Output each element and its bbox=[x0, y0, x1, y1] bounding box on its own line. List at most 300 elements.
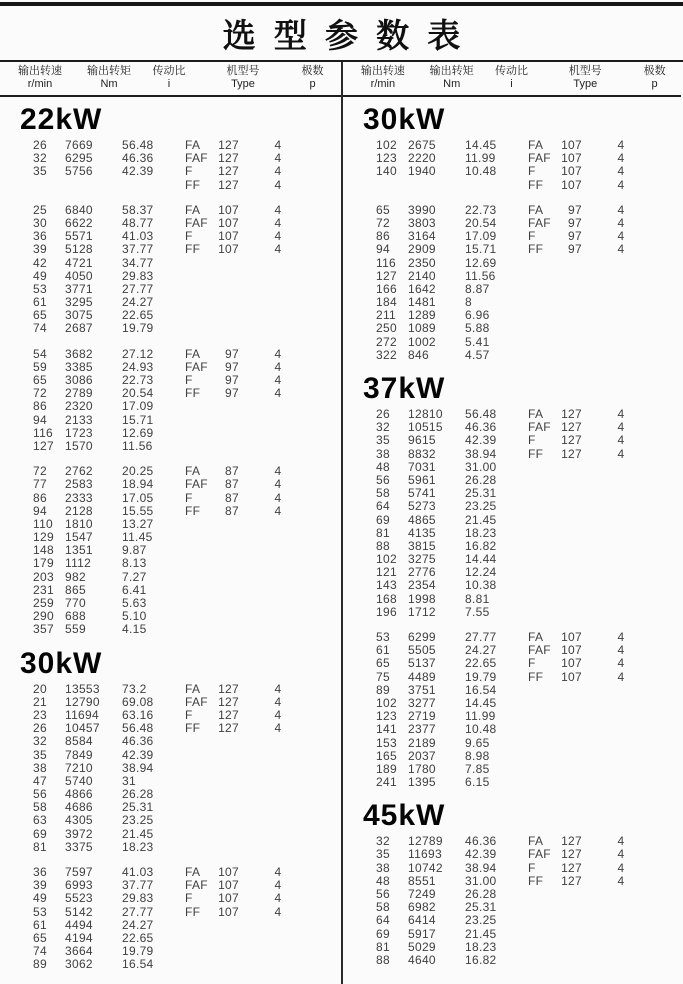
model-type-cell bbox=[528, 657, 596, 670]
model-type-cell bbox=[528, 875, 596, 888]
model-type-cell bbox=[185, 440, 253, 453]
model-type-prefix: FA bbox=[185, 346, 201, 361]
poles-cell bbox=[253, 571, 303, 584]
ratio-cell: 38.94 bbox=[122, 760, 154, 775]
model-type-size: 87 bbox=[225, 477, 239, 492]
output-speed-cell: 211 bbox=[376, 308, 397, 323]
ratio-cell: 12.69 bbox=[122, 425, 154, 440]
model-type-size: 127 bbox=[561, 834, 582, 849]
ratio-cell: 48.77 bbox=[122, 215, 154, 230]
table-row bbox=[343, 657, 681, 670]
poles-cell: 4 bbox=[274, 503, 282, 518]
poles-cell bbox=[253, 440, 303, 453]
ratio-cell: 10.48 bbox=[465, 164, 497, 179]
ratio-cell: 22.65 bbox=[122, 308, 154, 323]
table-row bbox=[0, 722, 341, 735]
poles-cell bbox=[596, 336, 646, 349]
model-type-prefix: F bbox=[185, 373, 193, 387]
model-type-cell bbox=[185, 531, 253, 544]
model-type-prefix: FF bbox=[528, 177, 544, 192]
column-header-unit: Nm bbox=[443, 78, 461, 90]
model-type-prefix: F bbox=[528, 229, 536, 244]
column-header-name: 输出转矩 bbox=[429, 65, 474, 77]
output-torque-cell: 2687 bbox=[65, 321, 93, 336]
output-torque-cell: 2128 bbox=[65, 503, 93, 518]
column-header-2 bbox=[138, 65, 200, 91]
output-speed-cell: 65 bbox=[376, 202, 390, 217]
power-section-heading: 37kW bbox=[363, 372, 446, 405]
ratio-cell: 7.55 bbox=[465, 604, 490, 619]
model-type-prefix: F bbox=[528, 433, 536, 448]
output-torque-cell: 4494 bbox=[65, 917, 93, 932]
output-torque-cell: 12810 bbox=[408, 407, 443, 421]
output-speed-cell: 74 bbox=[33, 944, 47, 959]
poles-cell: 4 bbox=[617, 643, 625, 658]
model-type-cell bbox=[528, 888, 596, 901]
ratio-block bbox=[0, 348, 341, 454]
output-speed-cell: 88 bbox=[376, 538, 390, 553]
model-type-prefix: FA bbox=[185, 464, 201, 479]
ratio-cell: 14.45 bbox=[465, 138, 497, 152]
output-torque-cell: 2909 bbox=[408, 242, 436, 257]
output-torque-cell: 3062 bbox=[65, 957, 93, 972]
table-row bbox=[0, 374, 341, 387]
model-type-cell bbox=[528, 434, 596, 447]
output-speed-cell: 48 bbox=[376, 873, 390, 888]
model-type-size: 107 bbox=[218, 202, 239, 217]
output-torque-cell: 6295 bbox=[65, 151, 93, 166]
poles-cell bbox=[253, 958, 303, 971]
model-type-prefix: FA bbox=[185, 138, 201, 152]
output-speed-cell: 250 bbox=[376, 321, 397, 336]
ratio-cell: 38.94 bbox=[465, 446, 497, 461]
poles-cell: 4 bbox=[617, 229, 625, 244]
poles-cell: 4 bbox=[617, 151, 625, 166]
model-type-size: 97 bbox=[225, 359, 239, 374]
model-type-prefix: FAF bbox=[185, 215, 208, 230]
output-torque-cell: 2320 bbox=[65, 399, 93, 414]
output-torque-cell: 5741 bbox=[408, 486, 436, 501]
column-header-0 bbox=[343, 65, 423, 91]
table-row bbox=[0, 322, 341, 335]
poles-cell bbox=[596, 349, 646, 362]
poles-cell bbox=[253, 400, 303, 413]
output-torque-cell: 846 bbox=[408, 347, 429, 362]
model-type-cell bbox=[185, 597, 253, 610]
model-type-cell bbox=[185, 243, 253, 256]
model-type-cell bbox=[528, 553, 596, 566]
output-torque-cell: 1002 bbox=[408, 334, 436, 349]
poles-cell: 4 bbox=[274, 681, 282, 696]
ratio-cell: 58.37 bbox=[122, 202, 154, 217]
output-torque-cell: 3815 bbox=[408, 538, 436, 553]
output-torque-cell: 2675 bbox=[408, 138, 436, 152]
column-header-unit: Type bbox=[573, 78, 598, 90]
output-torque-cell: 2133 bbox=[65, 412, 93, 427]
output-torque-cell: 6414 bbox=[408, 913, 436, 928]
poles-cell bbox=[253, 932, 303, 945]
poles-cell: 4 bbox=[617, 138, 625, 152]
output-torque-cell: 10742 bbox=[408, 860, 443, 875]
power-section-heading: 45kW bbox=[363, 799, 446, 833]
output-torque-cell: 1395 bbox=[408, 775, 436, 790]
output-speed-cell: 357 bbox=[33, 622, 54, 637]
table-row bbox=[0, 179, 341, 192]
output-speed-cell: 64 bbox=[376, 913, 390, 928]
ratio-cell: 26.28 bbox=[122, 787, 154, 802]
poles-cell: 4 bbox=[274, 242, 282, 257]
model-type-prefix: FF bbox=[185, 721, 201, 736]
poles-cell: 4 bbox=[274, 878, 282, 893]
model-type-prefix: F bbox=[528, 860, 536, 875]
power-section-heading: 30kW bbox=[20, 646, 103, 680]
poles-cell: 4 bbox=[274, 359, 282, 374]
table-row bbox=[0, 866, 341, 879]
ratio-block bbox=[343, 835, 681, 967]
output-speed-cell: 65 bbox=[376, 656, 390, 671]
output-torque-cell: 3164 bbox=[408, 229, 436, 244]
output-torque-cell: 1351 bbox=[65, 543, 93, 558]
model-type-prefix: FA bbox=[528, 630, 544, 644]
model-type-cell bbox=[185, 610, 253, 623]
model-type-size: 107 bbox=[218, 865, 239, 879]
output-torque-cell: 7669 bbox=[65, 138, 93, 152]
ratio-cell: 63.16 bbox=[122, 707, 154, 722]
table-row bbox=[343, 888, 681, 901]
column-header-unit: p bbox=[309, 78, 316, 90]
ratio-cell: 31.00 bbox=[465, 873, 497, 888]
model-type-cell bbox=[528, 165, 596, 178]
poles-cell bbox=[596, 776, 646, 789]
poles-cell: 4 bbox=[617, 177, 625, 192]
output-speed-cell: 65 bbox=[33, 308, 47, 323]
output-torque-cell: 3990 bbox=[408, 202, 436, 217]
model-type-cell bbox=[185, 814, 253, 827]
model-type-size: 107 bbox=[561, 151, 582, 166]
model-type-cell bbox=[185, 906, 253, 919]
model-type-cell bbox=[185, 400, 253, 413]
output-torque-cell: 2350 bbox=[408, 255, 436, 270]
model-type-cell bbox=[528, 928, 596, 941]
model-type-size: 127 bbox=[561, 446, 582, 461]
poles-cell bbox=[253, 270, 303, 283]
model-type-size: 127 bbox=[218, 177, 239, 192]
model-type-cell bbox=[528, 862, 596, 875]
ratio-cell: 18.23 bbox=[122, 839, 154, 854]
output-torque-cell: 1547 bbox=[65, 530, 93, 545]
model-type-cell bbox=[185, 749, 253, 762]
output-speed-cell: 94 bbox=[33, 503, 47, 518]
output-speed-cell: 89 bbox=[376, 682, 390, 697]
model-type-size: 127 bbox=[218, 694, 239, 709]
output-speed-cell: 35 bbox=[376, 847, 390, 862]
model-type-cell bbox=[528, 448, 596, 461]
output-speed-cell: 129 bbox=[33, 530, 54, 545]
poles-cell bbox=[596, 270, 646, 283]
poles-cell bbox=[596, 928, 646, 941]
poles-cell bbox=[253, 801, 303, 814]
output-torque-cell: 1780 bbox=[408, 761, 436, 776]
output-speed-cell bbox=[343, 179, 408, 192]
output-speed-cell: 141 bbox=[376, 722, 397, 737]
model-type-cell bbox=[185, 571, 253, 584]
column-header-1 bbox=[423, 65, 481, 91]
table-row bbox=[343, 349, 681, 362]
output-torque-cell: 4489 bbox=[408, 669, 436, 684]
output-torque-cell: 2776 bbox=[408, 565, 436, 580]
output-speed-cell: 89 bbox=[33, 957, 47, 972]
model-type-cell bbox=[528, 763, 596, 776]
output-speed-cell: 48 bbox=[376, 459, 390, 474]
poles-cell bbox=[253, 309, 303, 322]
output-speed-cell: 49 bbox=[33, 268, 47, 283]
poles-cell: 4 bbox=[274, 346, 282, 361]
model-type-cell bbox=[528, 579, 596, 592]
ratio-cell: 8.87 bbox=[465, 281, 490, 296]
table-row bbox=[343, 875, 681, 888]
ratio-cell: 19.79 bbox=[465, 669, 497, 684]
model-type-size: 127 bbox=[218, 721, 239, 736]
ratio-cell: 9.65 bbox=[465, 735, 490, 750]
output-speed-cell: 166 bbox=[376, 281, 397, 296]
model-type-cell bbox=[185, 945, 253, 958]
output-torque-cell: 5756 bbox=[65, 164, 93, 179]
output-speed-cell: 72 bbox=[376, 215, 390, 230]
ratio-cell: 42.39 bbox=[465, 847, 497, 862]
table-row bbox=[343, 862, 681, 875]
poles-cell: 4 bbox=[274, 138, 282, 152]
model-type-size: 107 bbox=[218, 242, 239, 257]
ratio-cell: 17.05 bbox=[122, 490, 154, 505]
poles-cell: 4 bbox=[274, 177, 282, 192]
output-torque-cell: 2762 bbox=[65, 464, 93, 479]
ratio-cell: 20.25 bbox=[122, 464, 154, 479]
poles-cell: 4 bbox=[617, 242, 625, 257]
model-type-prefix: FF bbox=[528, 873, 544, 888]
model-type-size: 97 bbox=[568, 229, 582, 244]
output-speed-cell: 38 bbox=[376, 446, 390, 461]
page-title: 选型参数表 bbox=[0, 6, 683, 62]
output-torque-cell: 2140 bbox=[408, 268, 436, 283]
output-torque-cell: 13553 bbox=[65, 681, 100, 696]
output-torque-cell: 1642 bbox=[408, 281, 436, 296]
model-type-size: 127 bbox=[218, 707, 239, 722]
ratio-cell: 12.69 bbox=[465, 255, 497, 270]
poles-cell: 4 bbox=[617, 860, 625, 875]
poles-cell bbox=[253, 735, 303, 748]
column-header-name: 机型号 bbox=[568, 65, 602, 77]
poles-cell: 4 bbox=[274, 721, 282, 736]
table-row bbox=[0, 735, 341, 748]
ratio-cell: 34.77 bbox=[122, 255, 154, 270]
model-type-size: 97 bbox=[568, 242, 582, 257]
table-row bbox=[343, 579, 681, 592]
poles-cell bbox=[596, 296, 646, 309]
poles-cell: 4 bbox=[617, 669, 625, 684]
ratio-cell: 11.45 bbox=[122, 530, 153, 545]
ratio-cell: 41.03 bbox=[122, 865, 154, 879]
model-type-prefix: FAF bbox=[528, 215, 551, 230]
table-row bbox=[0, 139, 341, 152]
output-torque-cell: 4721 bbox=[65, 255, 93, 270]
output-torque-cell: 5128 bbox=[65, 242, 93, 257]
column-header-3 bbox=[200, 65, 286, 91]
ratio-cell bbox=[465, 179, 528, 192]
table-row bbox=[343, 230, 681, 243]
model-type-cell bbox=[528, 296, 596, 309]
output-speed-cell: 61 bbox=[376, 643, 390, 658]
ratio-cell: 5.88 bbox=[465, 321, 490, 336]
poles-cell bbox=[596, 579, 646, 592]
ratio-cell: 24.27 bbox=[122, 917, 154, 932]
output-speed-cell: 86 bbox=[33, 490, 47, 505]
model-type-cell bbox=[528, 848, 596, 861]
output-speed-cell: 259 bbox=[33, 596, 54, 610]
model-type-size: 127 bbox=[218, 164, 239, 179]
output-speed-cell: 26 bbox=[33, 721, 47, 736]
output-torque-cell: 8551 bbox=[408, 873, 436, 888]
model-type-prefix: F bbox=[528, 164, 536, 179]
output-speed-cell: 65 bbox=[33, 930, 47, 945]
table-row bbox=[0, 465, 341, 478]
ratio-cell: 19.79 bbox=[122, 944, 154, 959]
ratio-cell: 24.27 bbox=[465, 643, 497, 658]
model-type-cell bbox=[185, 492, 253, 505]
output-speed-cell: 72 bbox=[33, 464, 47, 479]
output-torque-cell: 5523 bbox=[65, 891, 93, 906]
poles-cell: 4 bbox=[274, 904, 282, 919]
table-row bbox=[0, 945, 341, 958]
table-row bbox=[0, 906, 341, 919]
output-speed-cell: 81 bbox=[376, 525, 390, 540]
ratio-block bbox=[0, 465, 341, 636]
output-speed-cell: 56 bbox=[376, 887, 390, 901]
output-torque-cell: 2583 bbox=[65, 477, 93, 492]
output-speed-cell: 36 bbox=[33, 229, 47, 244]
output-torque-cell: 1723 bbox=[65, 425, 93, 440]
table-row bbox=[343, 408, 681, 421]
output-torque-cell: 5137 bbox=[408, 656, 436, 671]
table-row bbox=[343, 217, 681, 230]
output-torque-cell: 11693 bbox=[408, 847, 442, 862]
model-type-prefix: FAF bbox=[528, 643, 551, 658]
output-speed-cell: 272 bbox=[376, 334, 397, 349]
table-row bbox=[343, 448, 681, 461]
output-speed-cell: 123 bbox=[376, 709, 397, 724]
selection-parameter-sheet bbox=[0, 2, 683, 984]
ratio-cell: 41.03 bbox=[122, 229, 154, 244]
poles-cell: 4 bbox=[274, 215, 282, 230]
poles-cell: 4 bbox=[274, 464, 282, 479]
model-type-cell bbox=[528, 309, 596, 322]
model-type-cell bbox=[185, 722, 253, 735]
output-speed-cell: 56 bbox=[33, 787, 47, 802]
column-header-row bbox=[343, 62, 681, 97]
model-type-size: 107 bbox=[218, 878, 239, 893]
output-speed-cell: 36 bbox=[33, 865, 47, 879]
output-speed-cell: 168 bbox=[376, 591, 397, 606]
column-header-unit: i bbox=[167, 78, 171, 90]
model-type-size: 127 bbox=[561, 420, 582, 435]
model-type-cell bbox=[528, 671, 596, 684]
ratio-block bbox=[343, 204, 681, 362]
table-row bbox=[343, 631, 681, 644]
output-speed-cell: 26 bbox=[33, 138, 47, 152]
table-row bbox=[0, 400, 341, 413]
output-speed-cell: 61 bbox=[33, 295, 47, 310]
output-torque-cell: 4866 bbox=[65, 787, 93, 802]
model-type-size: 87 bbox=[225, 464, 239, 479]
poles-cell bbox=[596, 901, 646, 914]
output-speed-cell: 189 bbox=[376, 761, 397, 776]
output-torque-cell: 4305 bbox=[65, 813, 93, 828]
ratio-cell: 37.77 bbox=[122, 878, 154, 893]
column-header-0 bbox=[0, 65, 80, 91]
model-type-cell bbox=[185, 683, 253, 696]
column-header-name: 传动比 bbox=[495, 65, 528, 77]
output-speed-cell: 77 bbox=[33, 477, 47, 492]
output-speed-cell: 59 bbox=[33, 359, 47, 374]
model-type-cell bbox=[185, 557, 253, 570]
ratio-cell: 73.2 bbox=[122, 681, 147, 696]
poles-cell: 4 bbox=[274, 490, 282, 505]
output-speed-cell: 148 bbox=[33, 543, 54, 558]
output-speed-cell: 290 bbox=[33, 609, 54, 624]
poles-cell bbox=[596, 487, 646, 500]
output-speed-cell: 72 bbox=[33, 386, 47, 401]
model-type-prefix: FA bbox=[528, 834, 544, 849]
output-torque-cell: 4640 bbox=[408, 952, 436, 967]
column-header-unit: Type bbox=[231, 78, 255, 90]
ratio-cell: 17.09 bbox=[465, 229, 497, 244]
model-type-size: 107 bbox=[218, 904, 239, 919]
ratio-cell: 26.28 bbox=[465, 472, 497, 487]
poles-cell: 4 bbox=[274, 865, 282, 879]
ratio-cell: 11.56 bbox=[465, 268, 496, 283]
table-row bbox=[343, 644, 681, 657]
ratio-cell: 22.65 bbox=[465, 656, 497, 671]
output-torque-cell: 4050 bbox=[65, 268, 93, 283]
model-type-cell bbox=[528, 204, 596, 217]
poles-cell: 4 bbox=[274, 151, 282, 166]
output-torque-cell: 1712 bbox=[408, 604, 436, 619]
poles-cell bbox=[596, 914, 646, 927]
ratio-cell: 14.44 bbox=[465, 552, 497, 567]
model-type-size: 107 bbox=[561, 138, 582, 152]
output-speed-cell: 184 bbox=[376, 295, 397, 310]
output-torque-cell: 3295 bbox=[65, 295, 93, 310]
table-row bbox=[343, 204, 681, 217]
model-type-prefix: F bbox=[185, 891, 193, 906]
model-type-size: 107 bbox=[218, 229, 239, 244]
model-type-cell bbox=[185, 801, 253, 814]
ratio-cell: 8 bbox=[465, 295, 472, 310]
output-torque-cell: 4686 bbox=[65, 800, 93, 815]
poles-cell: 4 bbox=[274, 202, 282, 217]
output-torque-cell: 2220 bbox=[408, 151, 436, 166]
output-speed-cell: 63 bbox=[33, 813, 47, 828]
column-header-4 bbox=[286, 65, 339, 91]
output-speed-cell: 32 bbox=[33, 151, 47, 166]
table-row bbox=[0, 683, 341, 696]
output-speed-cell: 26 bbox=[376, 407, 390, 421]
output-speed-cell: 39 bbox=[33, 878, 47, 893]
table-row bbox=[343, 434, 681, 447]
output-torque-cell: 10515 bbox=[408, 420, 443, 435]
ratio-cell: 11.99 bbox=[465, 151, 496, 166]
poles-cell bbox=[596, 309, 646, 322]
poles-cell: 4 bbox=[617, 630, 625, 644]
